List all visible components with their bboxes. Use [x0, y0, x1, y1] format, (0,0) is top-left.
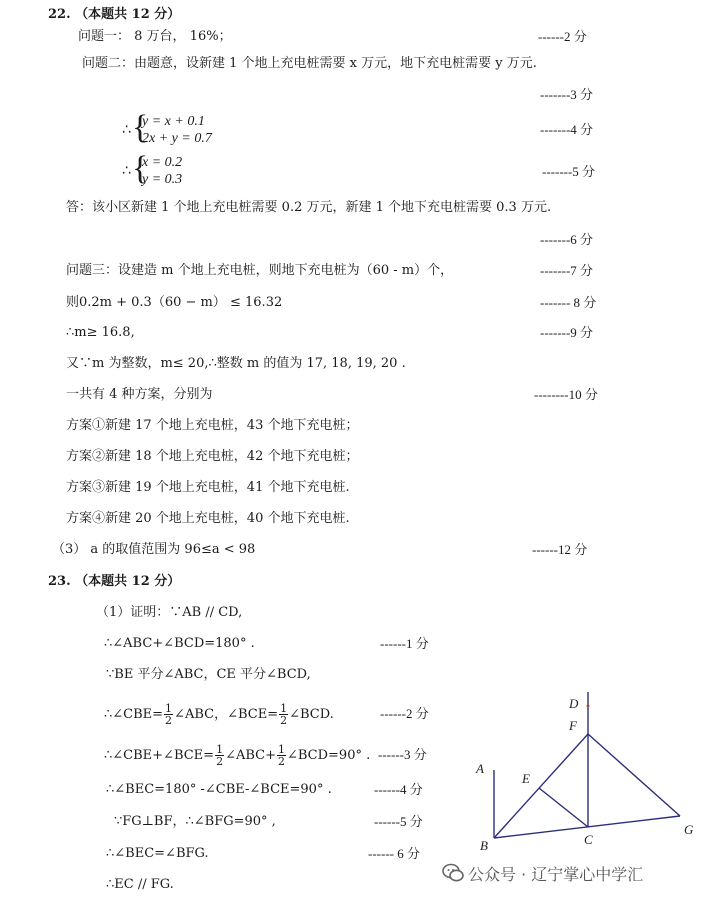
- q22-problem-3: 问题三：设建造 m 个地上充电桩，则地下充电桩为（60 - m）个，: [66, 263, 454, 278]
- q22-inequality: 则0.2m + 0.3（60 − m） ≤ 16.32: [66, 295, 283, 310]
- q22-score-9: -------9 分: [540, 325, 594, 340]
- label-C: C: [584, 832, 593, 847]
- q22-score-5: -------5 分: [542, 164, 596, 179]
- q23-step-4-c: ∠BCD=90° .: [286, 748, 371, 763]
- wechat-icon: [442, 863, 464, 883]
- q22-answer: 答：该小区新建 1 个地上充电桩需要 0.2 万元，新建 1 个地下充电桩需要 0.3 万元.: [66, 200, 552, 215]
- q22-line-1: 问题一： 8 万台， 16%；: [78, 29, 232, 44]
- q23-score-3: ------3 分: [378, 747, 427, 762]
- q23-step-6: ∵FG⊥BF，∴∠BFG=90° ,: [114, 814, 276, 829]
- q23-proof-start: （1）证明：∵AB // CD,: [96, 605, 243, 620]
- geometry-figure: [462, 682, 702, 852]
- fraction-half: $\frac{1}{2}$: [216, 743, 224, 768]
- line-EC: [539, 788, 588, 827]
- q22-score-6: -------6 分: [540, 232, 594, 247]
- q23-step-4-a: ∴∠CBE+∠BCE=: [104, 748, 215, 763]
- q22-plan-3: 方案③新建 19 个地上充电桩，41 个地下充电桩.: [66, 480, 350, 495]
- q23-score-1: ------1 分: [380, 636, 429, 651]
- q23-score-5: ------5 分: [374, 814, 423, 829]
- q22-score-2: ------2 分: [538, 29, 587, 44]
- q22-score-4: -------4 分: [540, 122, 594, 137]
- line-BF: [494, 734, 588, 838]
- q22-header: 22. （本题共 12 分）: [48, 7, 181, 22]
- label-G: G: [684, 822, 694, 837]
- q23-score-4: ------4 分: [374, 782, 423, 797]
- q22-score-12: ------12 分: [532, 542, 588, 557]
- q23-step-4-b: ∠ABC+: [225, 748, 276, 763]
- q22-score-8: ------- 8 分: [540, 295, 597, 310]
- q23-score-6: ------ 6 分: [368, 846, 420, 861]
- q22-plans-intro: 一共有 4 种方案，分别为: [66, 387, 213, 402]
- label-D: D: [569, 696, 579, 711]
- label-B: B: [480, 838, 488, 852]
- sys2-row-1: x = 0.2: [142, 155, 183, 170]
- q23-step-3: [104, 703, 334, 726]
- q22-m-values: 又∵m 为整数，m≤ 20,∴整数 m 的值为 17, 18, 19, 20 .: [66, 356, 406, 371]
- q22-m-range: ∴m≥ 16.8,: [66, 325, 135, 340]
- q23-step-3-a: ∴∠CBE=: [104, 707, 164, 722]
- q23-step-3-b: ∠ABC，∠BCE=: [174, 707, 279, 722]
- label-F: F: [569, 718, 577, 733]
- q23-score-2: ------2 分: [380, 706, 429, 721]
- label-A: A: [476, 761, 484, 776]
- q22-score-3: -------3 分: [540, 87, 594, 102]
- q22-part-3: （3） a 的取值范围为 96≤a < 98: [52, 542, 256, 557]
- q22-plan-4: 方案④新建 20 个地上充电桩，40 个地下充电桩.: [66, 511, 350, 526]
- sys1-row-1: y = x + 0.1: [142, 114, 205, 129]
- watermark: [442, 858, 712, 888]
- fraction-half: $\frac{1}{2}$: [280, 702, 288, 727]
- q23-step-4: [104, 744, 370, 767]
- fraction-half: $\frac{1}{2}$: [277, 743, 285, 768]
- line-FG: [588, 734, 680, 816]
- q22-plan-2: 方案②新建 18 个地上充电桩，42 个地下充电桩；: [66, 449, 359, 464]
- q22-plan-1: 方案①新建 17 个地上充电桩，43 个地下充电桩；: [66, 418, 359, 433]
- q22-score-7: -------7 分: [540, 263, 594, 278]
- q23-step-5: ∴∠BEC=180° -∠CBE-∠BCE=90° .: [106, 782, 332, 797]
- q23-step-8: ∴EC // FG.: [106, 877, 174, 892]
- label-E: E: [522, 771, 530, 786]
- q23-step-7: ∴∠BEC=∠BFG.: [106, 846, 209, 861]
- q23-header: 23. （本题共 12 分）: [48, 574, 181, 589]
- sys1-row-2: 2x + y = 0.7: [142, 131, 212, 146]
- q23-step-3-c: ∠BCD.: [289, 707, 334, 722]
- q22-line-2: 问题二：由题意，设新建 1 个地上充电桩需要 x 万元，地下充电桩需要 y 万元.: [82, 56, 537, 71]
- fraction-half: $\frac{1}{2}$: [165, 702, 173, 727]
- equation-system-1: ∴ { y = x + 0.1 2x + y = 0.7: [122, 109, 212, 146]
- q23-step-1: ∴∠ABC+∠BCD=180° .: [104, 636, 255, 651]
- point-D-marker: [587, 705, 590, 708]
- watermark-text: 公众号 · 辽宁掌心中学汇: [468, 865, 644, 884]
- q23-step-2: ∵BE 平分∠ABC，CE 平分∠BCD,: [106, 667, 311, 682]
- equation-system-2: ∴ { x = 0.2 y = 0.3: [122, 150, 183, 187]
- sys2-row-2: y = 0.3: [142, 172, 183, 187]
- q22-score-10: --------10 分: [534, 387, 598, 402]
